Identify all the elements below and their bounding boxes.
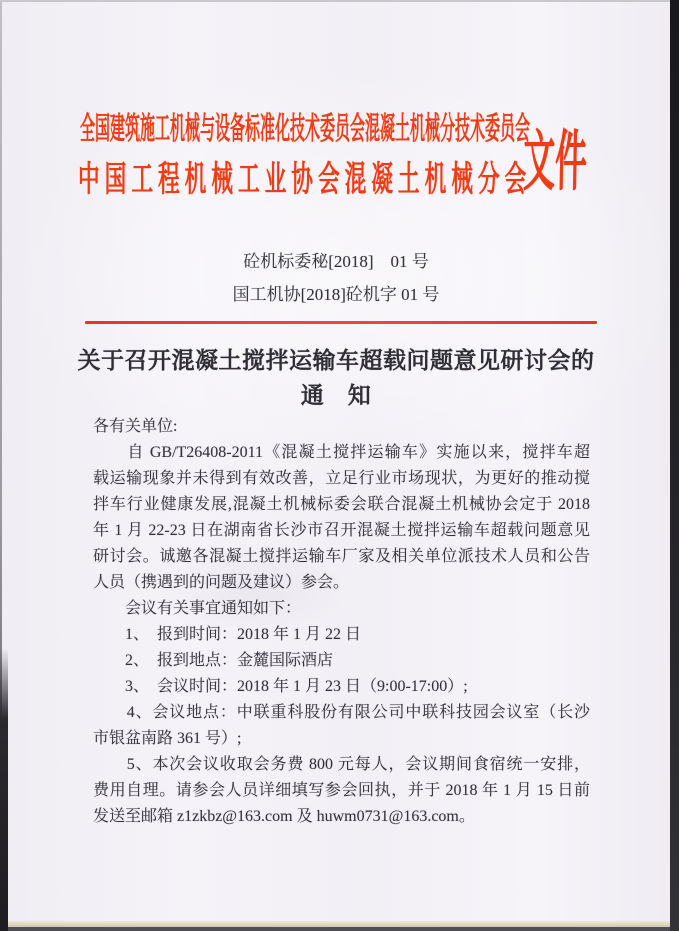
- letterhead-org-line2: 中国工程机械工业协会混凝土机械分会: [78, 160, 532, 199]
- document-title-line1: 关于召开混凝土搅拌运输车超载问题意见研讨会的: [77, 348, 595, 373]
- body-line: 费用自理。请参会人员详细填写参会回执，并于 2018 年 1 月 15 日前: [93, 782, 590, 799]
- document-title-line2: 通 知: [300, 383, 372, 408]
- body-line-item-3: 3、 会议时间：2018 年 1 月 23 日（9:00-17:00）;: [93, 678, 468, 695]
- page-bottom-edge: [2, 921, 670, 927]
- body-line: 载运输现象并未得到有效改善，立足行业市场现状，为更好的推动搅: [93, 470, 590, 487]
- body-line-salutation: 各有关单位:: [93, 418, 178, 435]
- body-line: 研讨会。诚邀各混凝土搅拌运输车厂家及相关单位派技术人员和公告: [93, 548, 590, 565]
- letterhead-doc-type-label: 文件: [522, 126, 588, 199]
- body-line-item-1: 1、 报到时间：2018 年 1 月 22 日: [93, 626, 362, 643]
- body-line: 拌车行业健康发展,混凝土机械标委会联合混凝土机械协会定于 2018: [93, 496, 590, 513]
- scan-right-edge: [670, 0, 679, 931]
- body-line-item-5: 5、本次会议收取会务费 800 元每人，会议期间食宿统一安排，: [93, 756, 590, 773]
- doc-number-primary: 砼机标委秘[2018] 01 号: [243, 252, 429, 271]
- scan-top-edge: [0, 0, 679, 2]
- body-line: 人员（携遇到的问题及建议）参会。: [93, 574, 350, 591]
- document-page: [2, 2, 670, 922]
- document-body: [93, 414, 590, 830]
- body-line: 自 GB/T26408-2011《混凝土搅拌运输车》实施以来，搅拌车超: [93, 444, 590, 461]
- doc-number-secondary: 国工机协[2018]砼机字 01 号: [232, 285, 440, 304]
- body-line-intro: 会议有关事宜通知如下：: [93, 600, 302, 617]
- body-line: 市银盆南路 361 号）;: [93, 730, 242, 747]
- scan-left-edge-shadow: [0, 648, 8, 931]
- letterhead-org-line1: 全国建筑施工机械与设备标准化技术委员会混凝土机械分技术委员会: [80, 112, 530, 147]
- body-line-emails: 发送至邮箱 z1zkbz@163.com 及 huwm0731@163.com。: [93, 808, 475, 825]
- body-line-item-2: 2、 报到地点：金麓国际酒店: [93, 652, 334, 669]
- red-divider-line: [85, 321, 597, 324]
- body-line-item-4: 4、会议地点：中联重科股份有限公司中联科技园会议室（长沙: [93, 704, 590, 721]
- body-line: 年 1 月 22-23 日在湖南省长沙市召开混凝土搅拌运输车超载问题意见: [93, 522, 590, 539]
